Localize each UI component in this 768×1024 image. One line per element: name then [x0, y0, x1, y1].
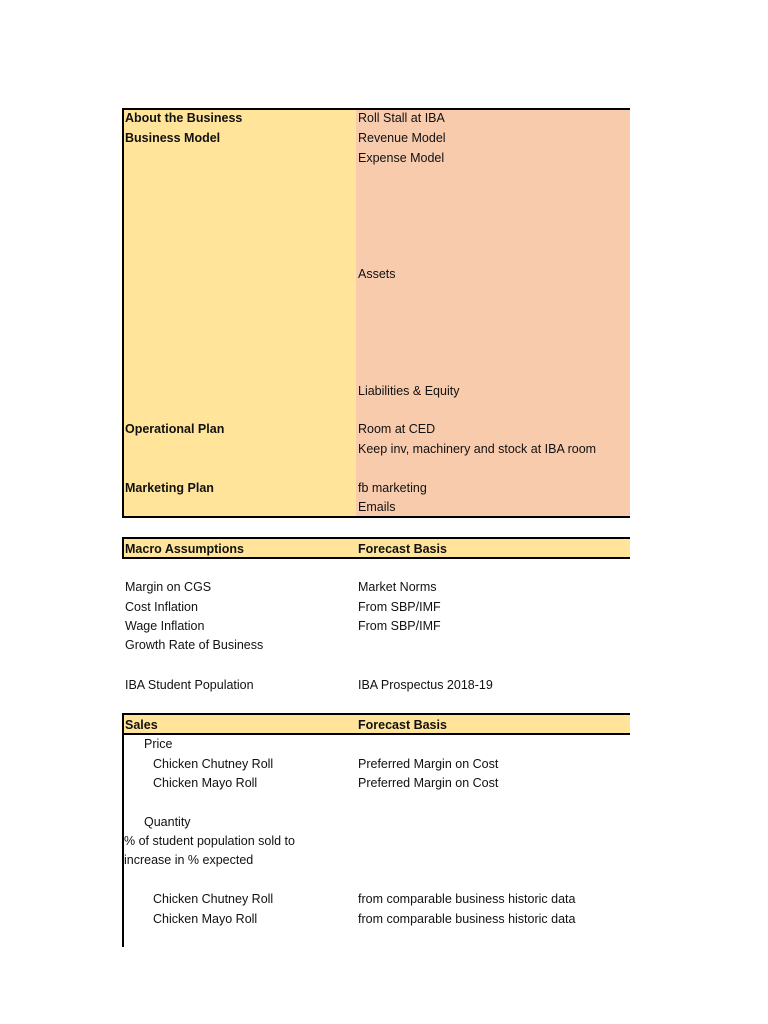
price-label: Price: [144, 737, 173, 751]
fb-marketing-value: fb marketing: [358, 481, 427, 495]
room-at-ced-value: Room at CED: [358, 422, 436, 436]
price-mayo-basis: Preferred Margin on Cost: [358, 776, 499, 790]
student-pct-label: % of student population sold to: [124, 834, 295, 848]
overview-bottom-border: [122, 516, 630, 518]
margin-cgs-basis: Market Norms: [358, 580, 437, 594]
increase-pct-label: increase in % expected: [124, 853, 254, 867]
sales-header-top-border: [122, 713, 630, 715]
sales-header-bottom-border: [122, 733, 630, 735]
wage-inflation-label: Wage Inflation: [125, 619, 205, 633]
keep-inv-value: Keep inv, machinery and stock at IBA room: [358, 442, 597, 456]
macro-header-left: Macro Assumptions: [125, 542, 245, 556]
assets-value: Assets: [358, 267, 396, 281]
quantity-label: Quantity: [144, 815, 191, 829]
sales-left-border: [122, 713, 124, 947]
student-population-label: IBA Student Population: [125, 678, 254, 692]
macro-header-top-border: [122, 537, 630, 539]
revenue-model-value: Revenue Model: [358, 131, 446, 145]
cost-inflation-basis: From SBP/IMF: [358, 600, 441, 614]
growth-rate-label: Growth Rate of Business: [125, 638, 264, 652]
expense-model-value: Expense Model: [358, 151, 445, 165]
price-chutney-label: Chicken Chutney Roll: [153, 757, 274, 771]
marketing-plan-label: Marketing Plan: [125, 481, 214, 495]
price-mayo-label: Chicken Mayo Roll: [153, 776, 258, 790]
about-business-label: About the Business: [125, 111, 243, 125]
qty-chutney-label: Chicken Chutney Roll: [153, 892, 274, 906]
qty-chutney-basis: from comparable business historic data: [358, 892, 576, 906]
macro-header-right: Forecast Basis: [358, 542, 447, 556]
macro-header-left-border: [122, 537, 124, 559]
business-model-label: Business Model: [125, 131, 221, 145]
emails-value: Emails: [358, 500, 396, 514]
macro-header-bottom-border: [122, 557, 630, 559]
overview-left-fill: [124, 110, 356, 516]
operational-plan-label: Operational Plan: [125, 422, 225, 436]
overview-left-border: [122, 108, 124, 518]
cost-inflation-label: Cost Inflation: [125, 600, 198, 614]
price-chutney-basis: Preferred Margin on Cost: [358, 757, 499, 771]
qty-mayo-basis: from comparable business historic data: [358, 912, 576, 926]
wage-inflation-basis: From SBP/IMF: [358, 619, 441, 633]
about-business-value: Roll Stall at IBA: [358, 111, 445, 125]
sales-header-left: Sales: [125, 718, 158, 732]
qty-mayo-label: Chicken Mayo Roll: [153, 912, 258, 926]
liabilities-equity-value: Liabilities & Equity: [358, 384, 460, 398]
student-population-basis: IBA Prospectus 2018-19: [358, 678, 493, 692]
sales-header-right: Forecast Basis: [358, 718, 447, 732]
margin-cgs-label: Margin on CGS: [125, 580, 212, 594]
